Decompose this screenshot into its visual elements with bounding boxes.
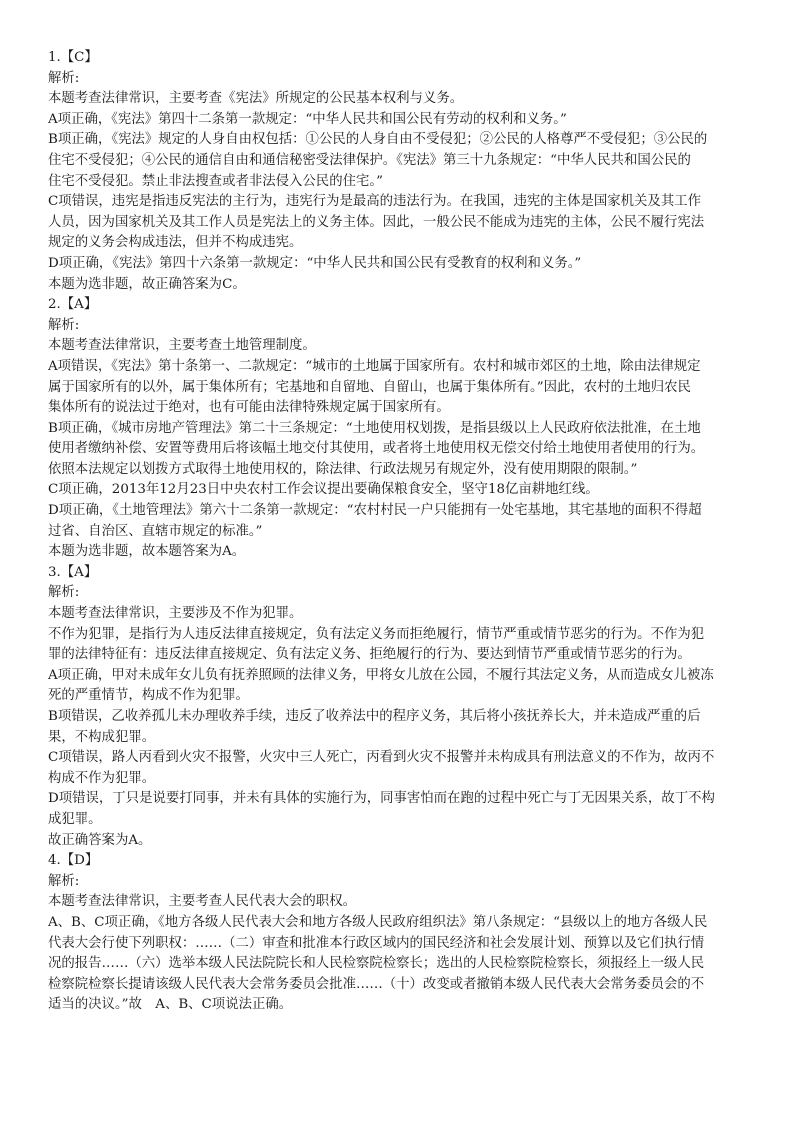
text-line: 属于国家所有的以外，属于集体所有；宅基地和自留地、自留山，也属于集体所有。”因此，农村的土地归农民: [48, 379, 691, 395]
text-line: B项错误，乙收养孤儿未办理收养手续，违反了收养法中的程序义务，其后将小孩抚养长大，并未造成严重的后: [48, 709, 701, 724]
text-line: 住宅不受侵犯；④公民的通信自由和通信秘密受法律保护。《宪法》第三十九条规定：“中华人民共和国公民的: [48, 152, 691, 168]
text-line: 本题考查法律常识，主要涉及不作为犯罪。: [48, 606, 303, 622]
text-line: 1.【C】: [48, 50, 98, 65]
text-line: A项错误，《宪法》第十条第一、二款规定：“城市的土地属于国家所有。农村和城市郊区的土地，除由法律规定: [48, 358, 701, 374]
text-line: 适当的决议。”故 A、B、C项说法正确。: [48, 997, 293, 1013]
text-line: B项正确，《宪法》规定的人身自由权包括：①公民的人身自由不受侵犯；②公民的人格尊严不受侵犯；③公民的: [48, 132, 708, 148]
text-line: 4.【D】: [48, 853, 99, 869]
text-line: 本题为选非题，故正确答案为C。: [48, 276, 246, 292]
text-line: D项错误，丁只是说要打同事，并未有具体的实施行为，同事害怕而在跑的过程中死亡与丁无因果关系，故丁不构: [48, 791, 715, 807]
text-line: 依照本法规定以划拨方式取得土地使用权的，除法律、行政法规另有规定外，没有使用期限的限制。”: [48, 461, 638, 477]
text-line: A、B、C项正确，《地方各级人民代表大会和地方各级人民政府组织法》第八条规定：“县级以上的地方各级人民: [48, 914, 708, 930]
text-line: 本题为选非题，故本题答案为A。: [48, 544, 246, 560]
text-line: 果，不构成犯罪。: [48, 729, 156, 745]
text-line: 检察院检察长提请该级人民代表大会常务委员会批准……（十）改变或者撤销本级人民代表大会常务委员会的不: [48, 976, 705, 992]
text-line: 规定的义务会构成违法，但并不构成违宪。: [48, 235, 303, 251]
text-line: C项正确，2013年12月23日中央农村工作会议提出要确保粮食安全，坚守18亿亩耕地红线。: [48, 482, 599, 498]
text-line: D项正确，《宪法》第四十六条第一款规定：“中华人民共和国公民有受教育的权利和义务。”: [48, 255, 582, 271]
text-line: 死的严重情节，构成不作为犯罪。: [48, 688, 249, 704]
text-line: 况的报告……（六）选举本级人民法院院长和人民检察院检察长；选出的人民检察院检察长，须报经上一级人民: [48, 956, 705, 972]
text-line: 人员，因为国家机关及其工作人员是宪法上的义务主体。因此，一般公民不能成为违宪的主体，公民不履行宪法: [48, 214, 705, 230]
text-line: 2.【A】: [48, 297, 98, 313]
text-line: 3.【A】: [48, 564, 98, 580]
text-line: 解析:: [48, 70, 80, 86]
text-line: B项正确，《城市房地产管理法》第二十三条规定：“土地使用权划拨，是指县级以上人民政府依法批准，在土地: [48, 420, 701, 436]
text-line: 集体所有的说法过于绝对，也有可能由法律特殊规定属于国家所有。: [48, 400, 450, 416]
text-line: 解析:: [48, 873, 80, 889]
text-line: 解析:: [48, 585, 80, 601]
text-line: A项正确，甲对未成年女儿负有抚养照顾的法律义务，甲将女儿放在公园，不履行其法定义务，从而造成女儿被冻: [48, 667, 714, 683]
text-line: C项错误，违宪是指违反宪法的主行为，违宪行为是最高的违法行为。在我国，违宪的主体是国家机关及其工作: [48, 194, 701, 210]
text-line: A项正确，《宪法》第四十二条第一款规定：“中华人民共和国公民有劳动的权利和义务。”: [48, 111, 567, 127]
text-line: 罪的法律特征有：违反法律直接规定、负有法定义务、拒绝履行的行为、要达到情节严重或情节恶劣的行为。: [48, 647, 691, 663]
text-line: 不作为犯罪，是指行为人违反法律直接规定，负有法定义务而拒绝履行，情节严重或情节恶劣的行为。不作为犯: [48, 626, 705, 642]
text-line: 构成不作为犯罪。: [48, 770, 156, 786]
text-line: 解析:: [48, 317, 80, 333]
answer-explanation-document: [48, 48, 760, 1016]
text-line: 成犯罪。: [48, 811, 102, 827]
text-line: 使用者缴纳补偿、安置等费用后将该幅土地交付其使用，或者将土地使用权无偿交付给土地使用者使用的行为。: [48, 441, 705, 457]
text-line: 本题考查法律常识，主要考查人民代表大会的职权。: [48, 894, 356, 910]
text-line: 故正确答案为A。: [48, 832, 152, 848]
text-line: D项正确，《土地管理法》第六十二条第一款规定：“农村村民一户只能拥有一处宅基地，其宅基地的面积不得超: [48, 503, 702, 519]
text-line: C项错误，路人丙看到火灾不报警，火灾中三人死亡，丙看到火灾不报警并未构成具有刑法意义的不作为，故丙不: [48, 750, 715, 766]
text-line: 本题考查法律常识，主要考查土地管理制度。: [48, 338, 316, 354]
text-line: 住宅不受侵犯。禁止非法搜查或者非法侵入公民的住宅。”: [48, 173, 383, 189]
text-line: 本题考查法律常识，主要考查《宪法》所规定的公民基本权利与义务。: [48, 91, 464, 107]
text-line: 过省、自治区、直辖市规定的标准。”: [48, 523, 263, 539]
text-line: 代表大会行使下列职权：……（二）审查和批准本行政区域内的国民经济和社会发展计划、预算以及它们执行情: [48, 935, 705, 951]
